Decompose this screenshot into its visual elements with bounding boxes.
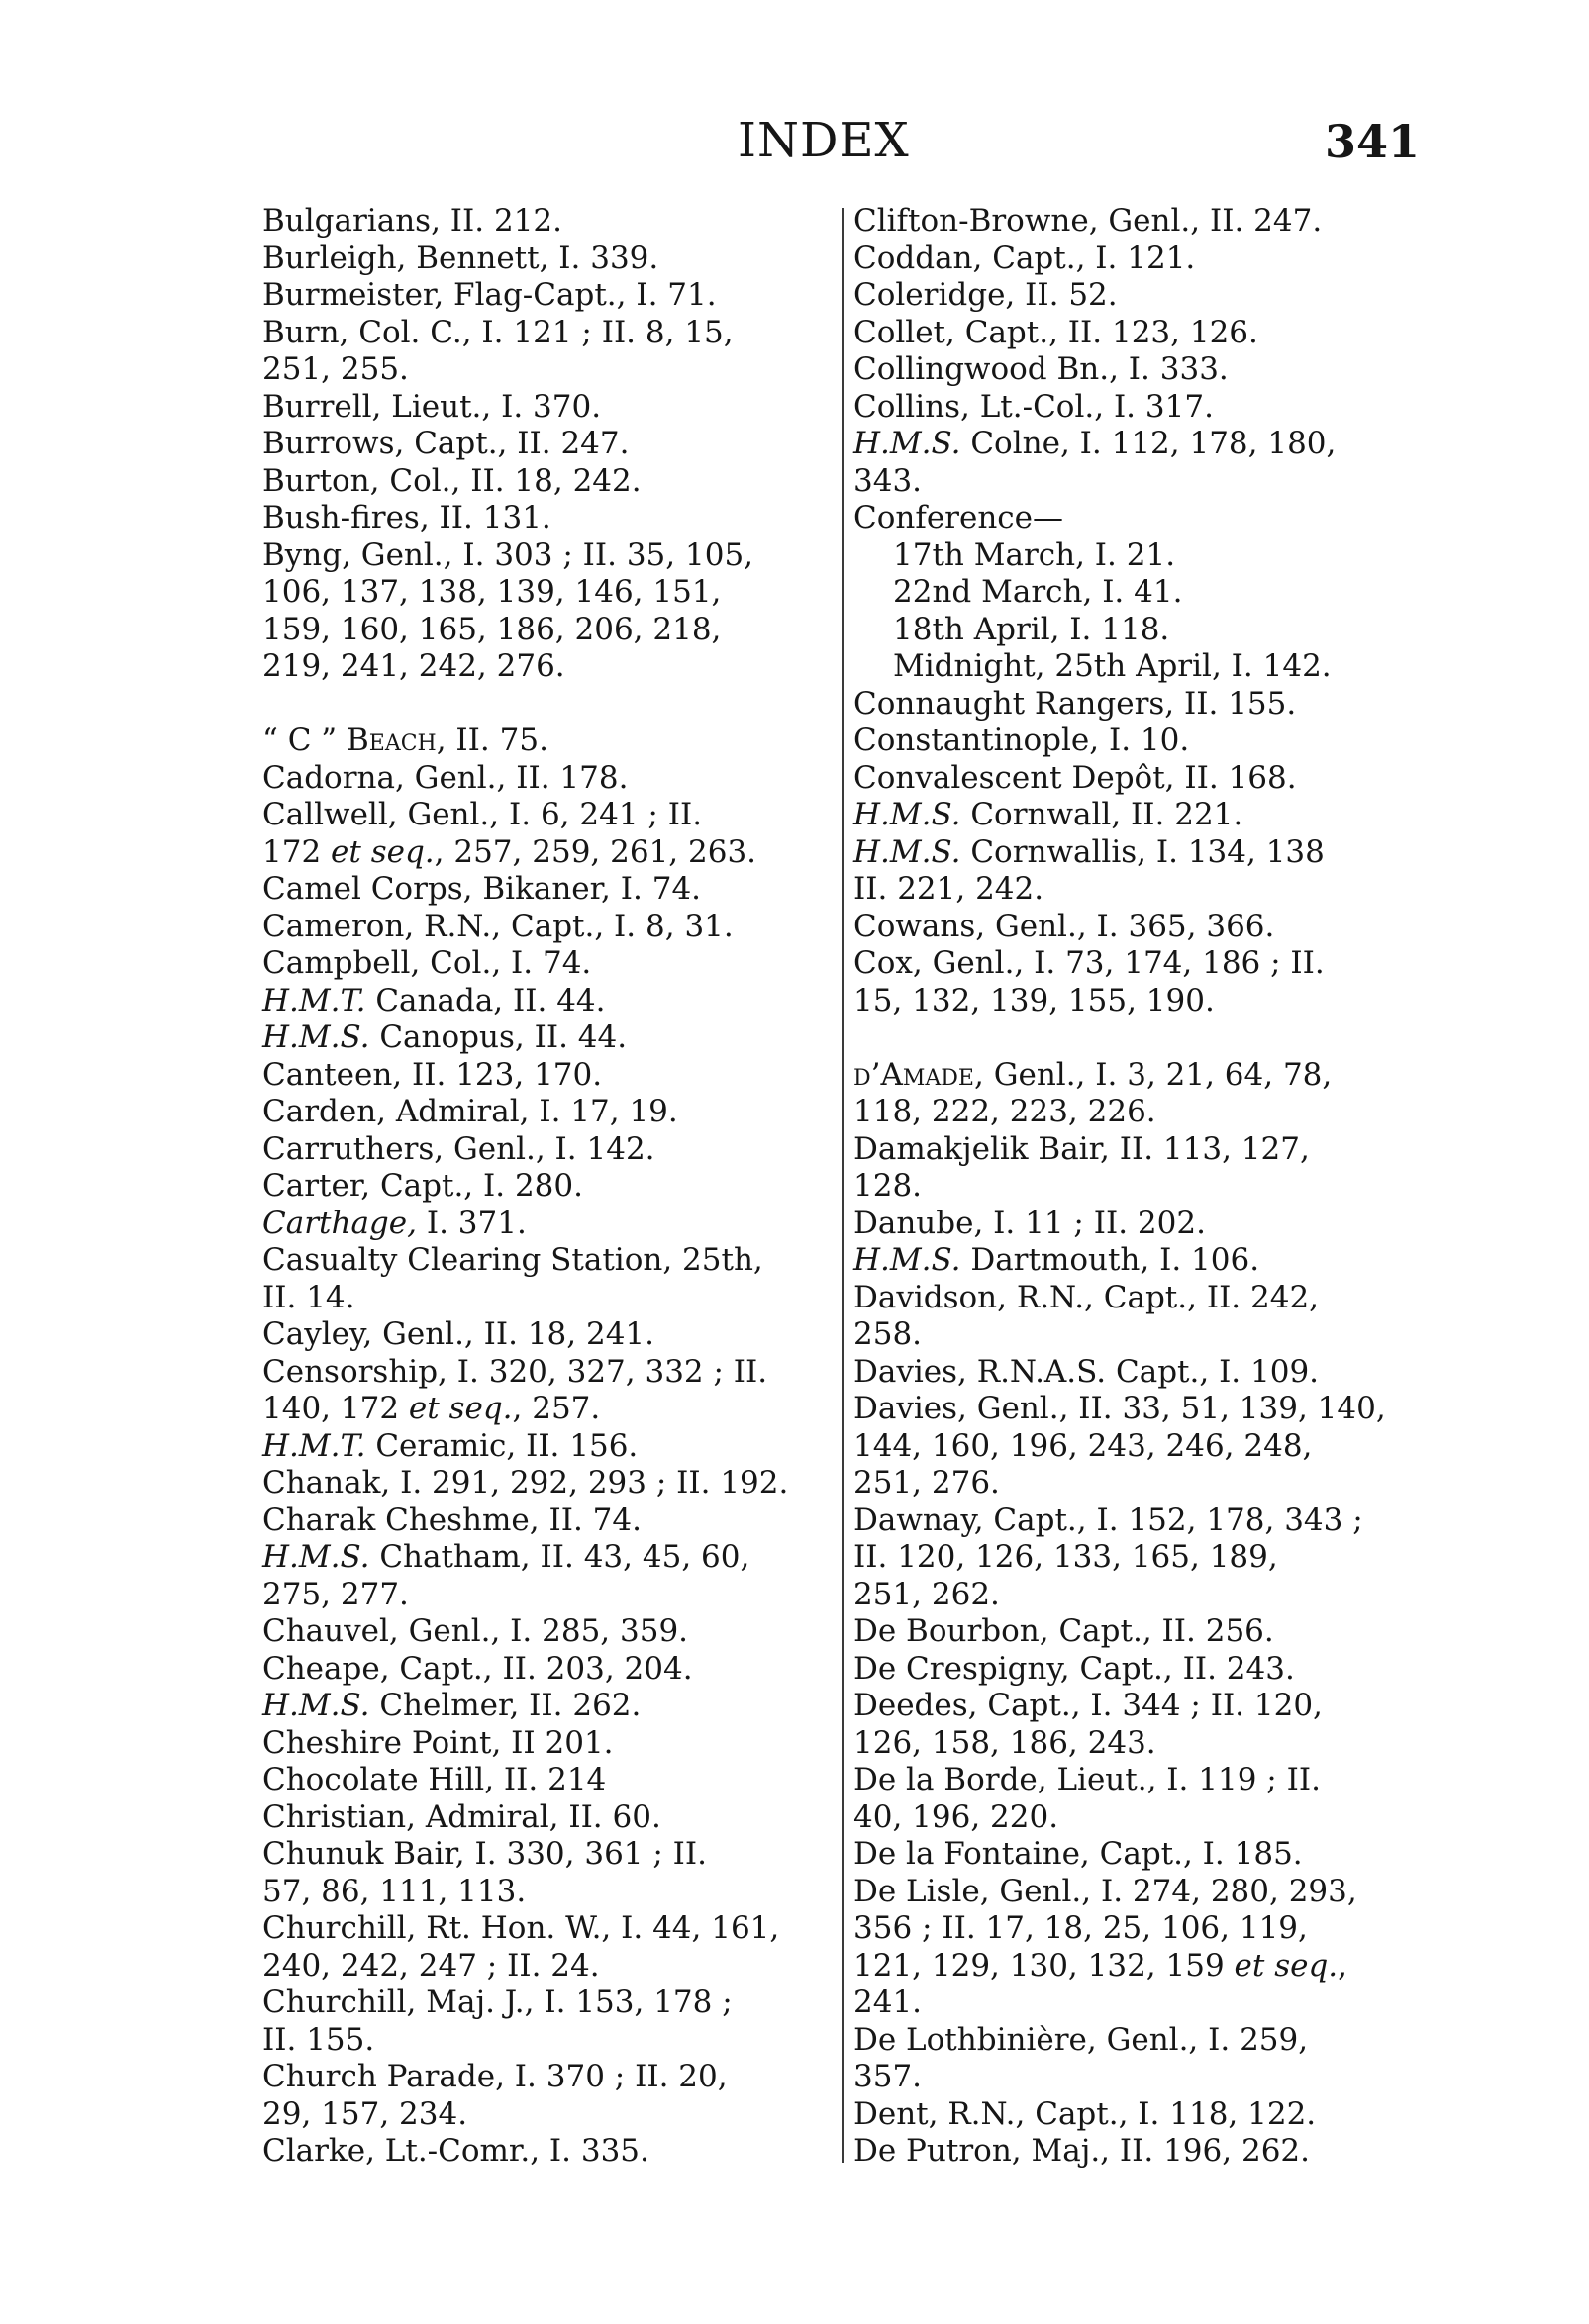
index-entry-continuation (262, 612, 832, 649)
index-entry (262, 1465, 832, 1502)
entry-text: Bush-fires, II. 131. (262, 500, 551, 535)
index-entry (853, 426, 1447, 463)
index-entry-continuation (853, 463, 1447, 501)
index-entry-continuation (262, 834, 832, 872)
entry-text: Davies, R.N.A.S. Capt., I. 109. (853, 1353, 1320, 1390)
index-subentry (853, 574, 1447, 612)
entry-text: Chelmer, II. 262. (369, 1688, 642, 1723)
entry-italic-prefix: H.M.S. (262, 1019, 370, 1055)
index-entry (262, 1094, 832, 1131)
index-entry (262, 1019, 832, 1057)
section-gap (853, 1019, 1447, 1057)
index-entry (262, 1910, 832, 1948)
entry-text: Davies, Genl., II. 33, 51, 139, 140, (853, 1391, 1386, 1426)
entry-text: 18th April, I. 118. (893, 611, 1170, 647)
entry-small-caps-heading: d’Amade, (853, 1056, 984, 1093)
index-entry (262, 1539, 832, 1577)
entry-text: Dawnay, Capt., I. 152, 178, 343 ; (853, 1501, 1363, 1538)
entry-text: 121, 129, 130, 132, 159 (853, 1947, 1235, 1984)
entry-text: Burton, Col., II. 18, 242. (262, 462, 642, 499)
entry-text: 106, 137, 138, 139, 146, 151, (262, 574, 722, 610)
entry-text: Colne, I. 112, 178, 180, (960, 426, 1337, 461)
index-entry (262, 1502, 832, 1540)
entry-text: Canteen, II. 123, 170. (262, 1056, 603, 1093)
entry-text: Cameron, R.N., Capt., I. 8, 31. (262, 908, 734, 944)
index-entry (262, 1206, 832, 1243)
entry-text: 128. (853, 1168, 923, 1204)
entry-text: Churchill, Maj. J., I. 153, 178 ; (262, 1985, 733, 2020)
index-subentry (853, 612, 1447, 649)
entry-italic-prefix: H.M.S. (262, 1539, 370, 1575)
entry-text: Clifton-Browne, Genl., II. 247. (853, 203, 1323, 239)
entry-text: De Bourbon, Capt., II. 256. (853, 1613, 1274, 1649)
entry-text: Collingwood Bn., I. 333. (853, 351, 1229, 387)
entry-text: Midnight, 25th April, I. 142. (893, 648, 1332, 684)
entry-text: Genl., I. 3, 21, 64, 78, (983, 1056, 1333, 1093)
index-entry-continuation (853, 1910, 1447, 1948)
index-entry (262, 945, 832, 983)
index-entry-continuation (853, 1316, 1447, 1354)
index-entry-continuation (853, 1985, 1447, 2022)
entry-text-tail: , 257. (512, 1391, 601, 1426)
index-entry (262, 2059, 832, 2096)
entry-text: Cadorna, Genl., II. 178. (262, 759, 629, 796)
entry-text: Cornwall, II. 221. (960, 797, 1243, 832)
entry-text: De Lisle, Genl., I. 274, 280, 293, (853, 1873, 1357, 1909)
entry-text: II. 155. (262, 2021, 375, 2058)
entry-text: Church Parade, I. 370 ; II. 20, (262, 2059, 728, 2094)
index-entry (853, 1057, 1447, 1095)
entry-text: 159, 160, 165, 186, 206, 218, (262, 611, 722, 647)
entry-text: Conference— (853, 500, 1064, 535)
index-entry-continuation (262, 1391, 832, 1428)
entry-text: Burrell, Lieut., I. 370. (262, 388, 602, 425)
page-title: INDEX (738, 113, 910, 168)
index-entry (262, 723, 832, 760)
entry-text: 15, 132, 139, 155, 190. (853, 982, 1215, 1018)
index-entry (853, 686, 1447, 724)
entry-text: I. 371. (416, 1205, 527, 1241)
index-entry (262, 389, 832, 427)
entry-text: 172 (262, 833, 332, 870)
entry-text: Cox, Genl., I. 73, 174, 186 ; II. (853, 945, 1325, 981)
index-entry-continuation (853, 1428, 1447, 1466)
entry-italic-prefix: H.M.T. (262, 982, 366, 1018)
entry-text: 29, 157, 234. (262, 2095, 468, 2132)
entry-text-tail: , (1338, 1947, 1348, 1984)
index-entry-continuation (262, 1280, 832, 1317)
entry-text: 40, 196, 220. (853, 1798, 1059, 1835)
entry-text: Carden, Admiral, I. 17, 19. (262, 1094, 678, 1129)
entry-text: Christian, Admiral, II. 60. (262, 1798, 661, 1835)
entry-text: Carruthers, Genl., I. 142. (262, 1130, 655, 1167)
entry-text: De Crespigny, Capt., II. 243. (853, 1650, 1295, 1687)
index-entry (262, 909, 832, 946)
entry-italic-prefix: H.M.S. (853, 833, 961, 870)
entry-text: 343. (853, 462, 923, 499)
index-entry (262, 1428, 832, 1466)
index-entry (853, 834, 1447, 872)
entry-text: 57, 86, 111, 113. (262, 1873, 527, 1909)
index-entry (262, 315, 832, 352)
entry-text: Chunuk Bair, I. 330, 361 ; II. (262, 1836, 708, 1872)
entry-text: 144, 160, 196, 243, 246, 248, (853, 1427, 1313, 1464)
entry-text: Clarke, Lt.-Comr., I. 335. (262, 2133, 649, 2169)
entry-text: Canopus, II. 44. (369, 1019, 628, 1055)
entry-text: 357. (853, 2059, 923, 2094)
index-entry (262, 1354, 832, 1392)
entry-text: Bulgarians, II. 212. (262, 203, 563, 239)
index-entry (853, 2096, 1447, 2134)
index-column-right (853, 203, 1447, 2171)
index-entry-continuation (262, 1948, 832, 1985)
index-entry (853, 241, 1447, 278)
entry-text: Churchill, Rt. Hon. W., I. 44, 161, (262, 1910, 780, 1946)
entry-text: De la Fontaine, Capt., I. 185. (853, 1836, 1303, 1872)
index-entry (853, 1613, 1447, 1651)
entry-text: Burrows, Capt., II. 247. (262, 426, 630, 461)
entry-text: 251, 255. (262, 351, 409, 387)
index-entry-continuation (262, 2022, 832, 2060)
entry-italic-prefix: H.M.S. (853, 1242, 961, 1278)
entry-text: Camel Corps, Bikaner, I. 74. (262, 871, 702, 907)
entry-text: 258. (853, 1316, 923, 1352)
entry-text: Dartmouth, I. 106. (960, 1242, 1260, 1278)
index-entry-continuation (262, 351, 832, 389)
entry-text: Collet, Capt., II. 123, 126. (853, 314, 1258, 350)
index-entry (262, 797, 832, 834)
index-entry (262, 203, 832, 241)
index-entry (262, 1131, 832, 1169)
entry-italic-prefix: H.M.S. (853, 426, 961, 461)
index-entry (262, 760, 832, 798)
entry-text: Dent, R.N., Capt., I. 118, 122. (853, 2095, 1317, 2132)
index-entry-continuation (262, 1874, 832, 1911)
entry-italic-prefix: H.M.S. (853, 797, 961, 832)
index-entry-continuation (853, 983, 1447, 1020)
index-entry (853, 2022, 1447, 2060)
index-entry (262, 1688, 832, 1725)
column-divider (842, 208, 844, 2163)
entry-italic-prefix: H.M.T. (262, 1427, 366, 1464)
index-entry-continuation (853, 1539, 1447, 1577)
entry-text: 275, 277. (262, 1576, 409, 1612)
entry-italic-text: et seq. (1234, 1947, 1339, 1984)
index-entry (853, 500, 1447, 537)
index-entry (262, 1651, 832, 1689)
entry-text: Deedes, Capt., I. 344 ; II. 120, (853, 1688, 1323, 1723)
entry-text: 219, 241, 242, 276. (262, 648, 565, 684)
entry-text: Convalescent Depôt, II. 168. (853, 759, 1297, 796)
entry-text: Callwell, Genl., I. 6, 241 ; II. (262, 797, 703, 832)
index-entry (262, 1057, 832, 1095)
index-entry (853, 1131, 1447, 1169)
index-entry (853, 723, 1447, 760)
index-entry (262, 537, 832, 575)
entry-text: 22nd March, I. 41. (893, 574, 1183, 610)
index-entry (262, 1613, 832, 1651)
index-entry (262, 1799, 832, 1837)
entry-text: Chatham, II. 43, 45, 60, (369, 1539, 750, 1575)
entry-text: 240, 242, 247 ; II. 24. (262, 1947, 600, 1984)
entry-text: Ceramic, II. 156. (365, 1427, 639, 1464)
index-column-left (262, 203, 832, 2171)
index-entry (853, 351, 1447, 389)
entry-text: Coddan, Capt., I. 121. (853, 240, 1196, 276)
index-entry (853, 1874, 1447, 1911)
entry-text: Burleigh, Bennett, I. 339. (262, 240, 659, 276)
entry-italic-prefix: Carthage, (262, 1205, 417, 1241)
entry-text: 118, 222, 223, 226. (853, 1094, 1156, 1129)
entry-text: Davidson, R.N., Capt., II. 242, (853, 1279, 1320, 1315)
index-entry (853, 315, 1447, 352)
entry-text: De la Borde, Lieut., I. 119 ; II. (853, 1762, 1321, 1797)
index-entry (853, 1391, 1447, 1428)
index-entry (853, 945, 1447, 983)
entry-text: Burn, Col. C., I. 121 ; II. 8, 15, (262, 314, 734, 350)
entry-text: Censorship, I. 320, 327, 332 ; II. (262, 1353, 768, 1390)
index-entry (262, 1725, 832, 1763)
entry-text: Carter, Capt., I. 280. (262, 1168, 583, 1204)
index-entry (853, 389, 1447, 427)
entry-text: 251, 276. (853, 1465, 1000, 1501)
index-entry (853, 1836, 1447, 1874)
index-entry (853, 1280, 1447, 1317)
entry-text: De Putron, Maj., II. 196, 262. (853, 2133, 1310, 2169)
index-entry-continuation (853, 1948, 1447, 1985)
index-entry (853, 2133, 1447, 2171)
index-entry (853, 203, 1447, 241)
index-entry (262, 1836, 832, 1874)
entry-text: Chauvel, Genl., I. 285, 359. (262, 1613, 689, 1649)
index-entry (262, 1762, 832, 1799)
entry-text: Constantinople, I. 10. (853, 723, 1190, 758)
entry-small-caps-heading: “ C ” Beach, (262, 723, 447, 758)
entry-text: Danube, I. 11 ; II. 202. (853, 1205, 1206, 1241)
entry-text: II. 120, 126, 133, 165, 189, (853, 1539, 1278, 1575)
entry-italic-prefix: H.M.S. (262, 1688, 370, 1723)
index-entry-continuation (262, 648, 832, 686)
index-entry (262, 1985, 832, 2022)
entry-text: Chocolate Hill, II. 214 (262, 1762, 607, 1797)
index-entry (853, 909, 1447, 946)
entry-text: 140, 172 (262, 1391, 409, 1426)
index-entry-continuation (853, 871, 1447, 909)
index-entry-continuation (853, 1168, 1447, 1206)
index-entry (262, 426, 832, 463)
index-entry (262, 500, 832, 537)
entry-italic-text: et seq. (331, 833, 435, 870)
index-entry (262, 277, 832, 315)
entry-text: Byng, Genl., I. 303 ; II. 35, 105, (262, 536, 754, 573)
entry-text: Campbell, Col., I. 74. (262, 945, 592, 981)
index-entry (262, 983, 832, 1020)
index-subentry (853, 537, 1447, 575)
entry-text: 251, 262. (853, 1576, 1000, 1612)
entry-text: Cornwallis, I. 134, 138 (960, 833, 1325, 870)
entry-text-tail: , 257, 259, 261, 263. (434, 833, 757, 870)
entry-text: Collins, Lt.-Col., I. 317. (853, 388, 1214, 425)
entry-text: De Lothbinière, Genl., I. 259, (853, 2021, 1309, 2058)
index-entry (853, 1206, 1447, 1243)
index-entry-continuation (262, 574, 832, 612)
index-entry (853, 1502, 1447, 1540)
index-entry (853, 1242, 1447, 1280)
entry-text: Connaught Rangers, II. 155. (853, 685, 1297, 722)
entry-text: 356 ; II. 17, 18, 25, 106, 119, (853, 1910, 1308, 1946)
entry-italic-text: et seq. (408, 1391, 513, 1426)
entry-text: II. 221, 242. (853, 871, 1044, 907)
index-entry (262, 1242, 832, 1280)
index-entry-continuation (853, 1094, 1447, 1131)
entry-text: Cowans, Genl., I. 365, 366. (853, 908, 1275, 944)
index-entry (262, 241, 832, 278)
index-entry (262, 463, 832, 501)
index-entry (262, 1316, 832, 1354)
index-entry (262, 1168, 832, 1206)
index-subentry (853, 648, 1447, 686)
entry-text: II. 14. (262, 1279, 355, 1315)
entry-text: Casualty Clearing Station, 25th, (262, 1242, 763, 1278)
entry-text: Charak Cheshme, II. 74. (262, 1501, 642, 1538)
index-entry-continuation (262, 2096, 832, 2134)
index-entry (853, 277, 1447, 315)
index-entry (853, 1762, 1447, 1799)
entry-text: II. 75. (446, 723, 548, 758)
index-entry-continuation (853, 2059, 1447, 2096)
index-entry-continuation (262, 1577, 832, 1614)
section-gap (262, 686, 832, 724)
entry-text: 126, 158, 186, 243. (853, 1724, 1156, 1761)
page-number: 341 (1325, 115, 1421, 168)
entry-text: 17th March, I. 21. (893, 536, 1176, 573)
index-entry (853, 1354, 1447, 1392)
entry-text: Cheape, Capt., II. 203, 204. (262, 1650, 693, 1687)
entry-text: Cheshire Point, II 201. (262, 1724, 614, 1761)
index-entry-continuation (853, 1577, 1447, 1614)
index-entry-continuation (853, 1725, 1447, 1763)
entry-text: Cayley, Genl., II. 18, 241. (262, 1316, 655, 1352)
index-entry (853, 797, 1447, 834)
index-entry-continuation (853, 1465, 1447, 1502)
entry-text: Canada, II. 44. (365, 982, 606, 1018)
index-entry (262, 2133, 832, 2171)
entry-text: Burmeister, Flag-Capt., I. 71. (262, 277, 717, 313)
entry-text: Coleridge, II. 52. (853, 277, 1118, 313)
index-entry (262, 871, 832, 909)
index-entry (853, 1688, 1447, 1725)
entry-text: 241. (853, 1985, 923, 2020)
index-entry (853, 1651, 1447, 1689)
entry-text: Damakjelik Bair, II. 113, 127, (853, 1130, 1310, 1167)
index-entry-continuation (853, 1799, 1447, 1837)
entry-text: Chanak, I. 291, 292, 293 ; II. 192. (262, 1465, 789, 1501)
index-entry (853, 760, 1447, 798)
